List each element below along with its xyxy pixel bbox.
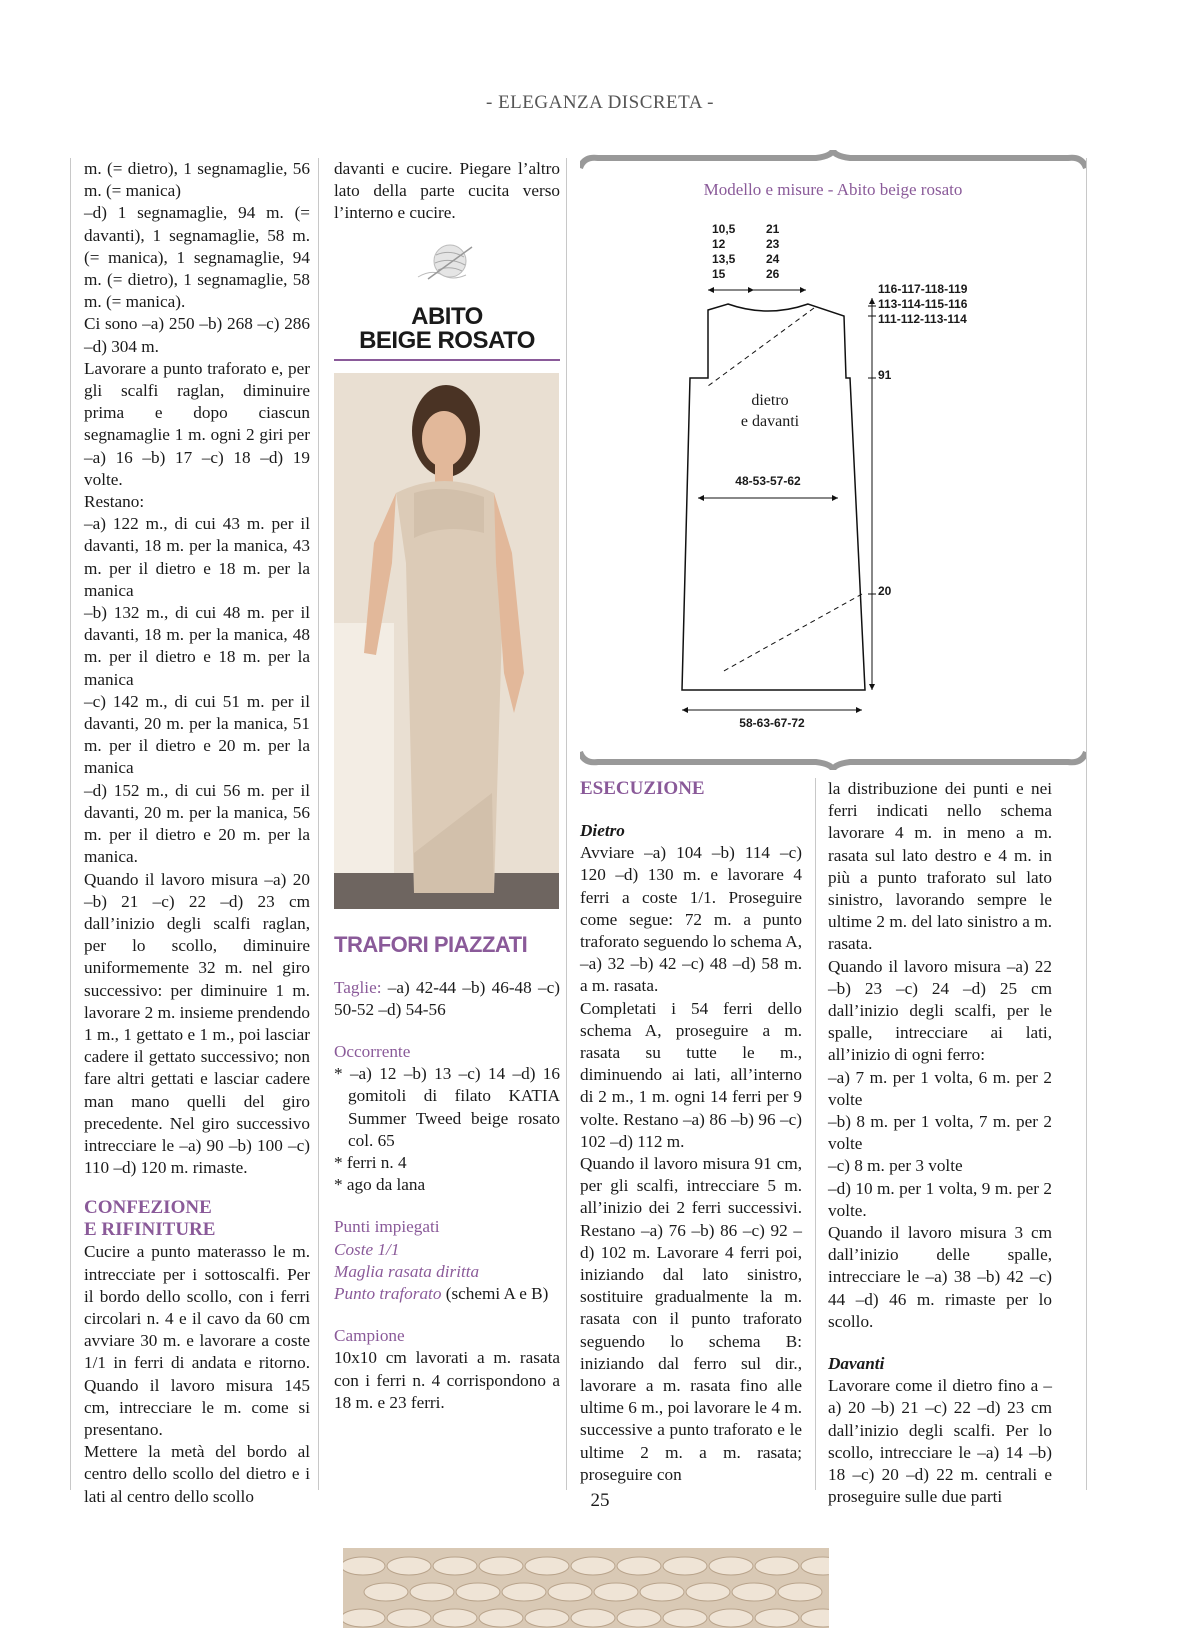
column-3 — [580, 778, 802, 1486]
paragraph: Ci sono –a) 250 –b) 268 –c) 286 –d) 304 m. — [84, 314, 310, 356]
measure-value: 12 — [712, 237, 726, 251]
column-4 — [828, 778, 1052, 1509]
running-header: - ELEGANZA DISCRETA - — [486, 92, 714, 113]
measure-value: 116-117-118-119 — [878, 282, 968, 296]
paragraph: –d) 1 segnamaglie, 94 m. (= davanti), 1 segnamaglie, 58 m. (= manica), 1 segnamaglie, 94 m. (= dietro), 1 segnamaglie, 58 m. (= manica). — [84, 203, 310, 312]
taglie-label: Taglie: — [334, 977, 382, 997]
title-line-1: ABITO — [411, 302, 483, 330]
paragraph: 10x10 cm lavorati a m. rasata con i ferri n. 4 corrispondono a 18 m. e 23 ferri. — [334, 1348, 560, 1412]
measure-value: 23 — [766, 237, 780, 251]
paragraph: Quando il lavoro misura –a) 22 –b) 23 –c) 24 –d) 25 cm dall’inizio degli scalfi, per le spalle, intrecciare ai lati, all’inizio di ogni ferro: — [828, 956, 1052, 1065]
paragraph: Avviare –a) 104 –b) 114 –c) 120 –d) 130 m. e lavorare 4 ferri a coste 1/1. Proseguire come segue: 72 m. a punto traforato seguendo lo schema A, –a) 32 –b) 42 –c) 48 –d) 58 m. a m. rasata. — [580, 843, 802, 996]
punti-item-rest: (schemi A e B) — [441, 1284, 549, 1304]
paragraph: –d) 10 m. per 1 volta, 9 m. per 2 volte. — [828, 1178, 1052, 1220]
paragraph: –c) 8 m. per 3 volte — [828, 1156, 963, 1176]
shoulder-right-values — [766, 222, 779, 282]
paragraph: –a) 122 m., di cui 43 m. per il davanti, 18 m. per la manica, 43 m. per il dietro e 18 m. per la manica — [84, 514, 310, 600]
column-1 — [84, 158, 310, 1508]
list-item: * ago da lana — [334, 1175, 426, 1195]
piece-label — [720, 390, 820, 432]
punti-item-italic: Punto traforato — [334, 1284, 442, 1304]
punti-item: Maglia rasata diritta — [334, 1261, 480, 1281]
paragraph: Lavorare come il dietro fino a –a) 20 –b) 21 –c) 22 –d) 23 cm dall’inizio degli scalfi. Per lo scollo, intrecciare le –a) 14 –b) 18 –c) 20 –d) 22 m. centrali e proseguire sulle due parti — [828, 1376, 1052, 1507]
measure-value: 26 — [766, 267, 780, 281]
width-bottom: 58-63-67-72 — [739, 716, 805, 730]
trafori-heading: TRAFORI PIAZZATI — [334, 931, 528, 957]
title-line-2: BEIGE ROSATO — [359, 326, 535, 354]
paragraph: la distribuzione dei punti e nei ferri indicati nello schema lavorare 4 m. in meno a m. rasata sul lato destro e 4 m. in più a punto traforato sul lato sinistro, lavorando sempre le ultime 2 m. del lato sinistro a m. rasata. — [828, 779, 1052, 954]
column-rule — [815, 778, 816, 1490]
measure-91: 91 — [878, 368, 892, 382]
measure-value: 13,5 — [712, 252, 736, 266]
column-rule — [318, 158, 319, 1490]
column-2 — [334, 158, 560, 1414]
paragraph: –b) 132 m., di cui 48 m. per il davanti, 18 m. per la manica, 48 m. per il dietro e 18 m. per la manica — [84, 603, 310, 689]
page-number: 25 — [590, 1490, 610, 1511]
paragraph: Lavorare a punto traforato e, per gli scalfi raglan, diminuire prima e dopo ciascun segnamaglie 1 m. ogni 2 giri per –a) 16 –b) 17 –c) 18 –d) 19 volte. — [84, 358, 310, 489]
paragraph: Mettere la metà del bordo al centro dello scollo del dietro e i lati al centro dello scollo — [84, 1442, 310, 1506]
esecuzione-heading: ESECUZIONE — [580, 778, 705, 799]
column-rule — [566, 158, 567, 1490]
occorrente-heading: Occorrente — [334, 1042, 411, 1062]
shoulder-left-values — [712, 222, 735, 282]
pattern-title — [334, 302, 560, 361]
punti-item: Coste 1/1 — [334, 1239, 400, 1259]
paragraph: m. (= dietro), 1 segnamaglie, 56 m. (= manica) — [84, 159, 310, 201]
punti-heading: Punti impiegati — [334, 1217, 440, 1237]
campione-heading: Campione — [334, 1326, 405, 1346]
list-item: * –a) 12 –b) 13 –c) 14 –d) 16 gomitoli di filato KATIA Summer Tweed beige rosato col. 65 — [334, 1064, 560, 1150]
measure-20: 20 — [878, 584, 892, 598]
measure-value: 111-112-113-114 — [878, 312, 967, 326]
dietro-heading: Dietro — [580, 821, 625, 840]
paragraph: Completati i 54 ferri dello schema A, proseguire a m. rasata su tutte le m., diminuendo ai lati, all’interno di 2 m., 1 m. ogni 14 ferri per 9 volte. Restano –a) 86 –b) 96 –c) 102 –d) 112 m. — [580, 998, 802, 1151]
paragraph: –b) 8 m. per 1 volta, 7 m. per 2 volte — [828, 1112, 1052, 1154]
davanti-heading: Davanti — [828, 1354, 885, 1374]
confezione-heading-line-2: E RIFINITURE — [84, 1219, 216, 1241]
list-item: * ferri n. 4 — [334, 1153, 407, 1173]
paragraph: Quando il lavoro misura 3 cm dall’inizio delle spalle, intrecciare le –a) 38 –b) 42 –c) 44 –d) 46 m. rimaste per lo scollo. — [828, 1223, 1052, 1331]
diagram-title: Modello e misure - Abito beige rosato — [703, 180, 963, 199]
paragraph: davanti e cucire. Piegare l’altro lato della parte cucita verso l’interno e cucire. — [334, 159, 560, 223]
measure-value: 21 — [766, 222, 780, 236]
taglie-value: –a) 42-44 –b) 46-48 –c) 50-52 –d) 54-56 — [334, 977, 560, 1019]
punti-item — [334, 1283, 560, 1305]
paragraph: –c) 142 m., di cui 51 m. per il davanti, 20 m. per la manica, 51 m. per il dietro e 20 m. per la manica — [84, 691, 310, 778]
measure-value: 113-114-115-116 — [878, 297, 968, 311]
paragraph: Restano: — [84, 492, 145, 512]
model-photo — [334, 373, 559, 909]
yarn-ball-icon — [334, 225, 560, 305]
paragraph: Cucire a punto materasso le m. intrecciate per i sottoscalfi. Per il bordo dello scollo, con i ferri circolari n. 4 e il cavo da 60 cm avviare 30 m. e lavorare a coste 1/1 in ferri di andata e ritorno. Quando il lavoro misura 145 cm, intrecciare le m. come si presentano. — [84, 1242, 310, 1439]
measure-value: 10,5 — [712, 222, 736, 236]
diagram-panel — [580, 150, 1086, 770]
paragraph: Quando il lavoro misura 91 cm, per gli scalfi, intrecciare 5 m. all’inizio dei 2 ferri successivi. Restano –a) 76 –b) 86 –c) 92 –d) 102 m. Lavorare 4 ferri poi, iniziando dal lato sinistro, sostituire gradualmente la m. rasata con il punto traforato seguendo lo schema B: iniziando dal ferro sul dir., lavorare a m. rasata fino alle ultime 6 m., poi lavorare le 4 m. successive a punto traforato e le ultime 2 m. a m. rasata; proseguire con — [580, 1154, 802, 1484]
taglie-line — [334, 977, 560, 1021]
height-values — [878, 282, 967, 327]
measure-value: 24 — [766, 252, 780, 266]
knit-texture-strip — [343, 1548, 829, 1628]
paragraph: –d) 152 m., di cui 56 m. per il davanti, 20 m. per la manica, 56 m. per il dietro e 20 m. per la manica. — [84, 780, 310, 867]
paragraph: –a) 7 m. per 1 volta, 6 m. per 2 volte — [828, 1067, 1052, 1109]
paragraph: Quando il lavoro misura –a) 20 –b) 21 –c) 22 –d) 23 cm dall’inizio degli scalfi raglan, per lo scollo, diminuire uniformemente 32 m. nel giro successivo: per diminuire 1 m. lavorare 2 m. insieme prendendo 1 m., 1 gettato e 1 m., poi lasciar cadere il gettato successivo; non fare altri gettati e lasciar cadere man mano quelli del giro precedente. Nel giro successivo intrecciare le –a) 90 –b) 100 –c) 110 –d) 120 m. rimaste. — [84, 869, 310, 1178]
column-rule — [70, 158, 71, 1490]
piece-label-line-1: dietro — [751, 392, 789, 409]
width-top: 48-53-57-62 — [735, 474, 801, 488]
dress-schematic — [580, 150, 1086, 770]
confezione-heading: CONFEZIONE — [84, 1197, 212, 1219]
measure-value: 15 — [712, 267, 726, 281]
piece-label-line-2: e davanti — [740, 413, 800, 430]
column-rule — [1086, 158, 1087, 1490]
